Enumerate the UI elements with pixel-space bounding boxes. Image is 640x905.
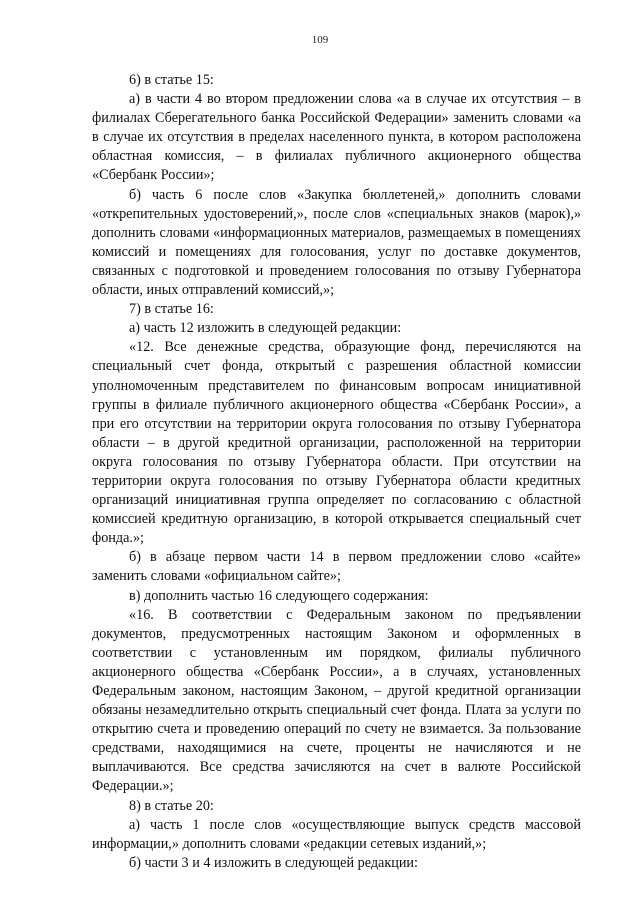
paragraph-15-b: б) часть 6 после слов «Закупка бюллетеней,» дополнить словами «открепительных удостоверений,», после слов «специальных знаков (марок),» дополнить словами «информационных материалов, размещаемых в помещениях комиссий и помещениях для голосования, услуг по доставке документов, связанных с подготовкой и проведением голосования по отзыву Губернатора области, иных отправлений комиссий,»; [92, 186, 581, 299]
paragraph-article-15: 6) в статье 15: [129, 72, 214, 88]
document-body [92, 71, 581, 873]
paragraph-16-v: в) дополнить частью 16 следующего содержания: [129, 587, 429, 604]
paragraph-16-b: б) в абзаце первом части 14 в первом предложении слово «сайте» заменить словами «официальном сайте»; [92, 549, 581, 585]
paragraph-16-a: а) часть 12 изложить в следующей редакции: [129, 320, 402, 337]
page-number: 109 [311, 34, 329, 46]
paragraph-20-a: а) часть 1 после слов «осуществляющие выпуск средств массовой информации,» дополнить словами «редакции сетевых изданий,»; [92, 816, 581, 852]
paragraph-15-a: а) в части 4 во втором предложении слова «а в случае их отсутствия – в филиалах Сберегательного банка Российской Федерации» заменить словами «а в случае их отсутствия в пределах населенного пункта, в котором расположена областная комиссия, – в филиалах публичного акционерного общества «Сбербанк России»; [92, 91, 581, 184]
paragraph-20-b: б) части 3 и 4 изложить в следующей редакции: [129, 854, 418, 871]
paragraph-16-part-12: «12. Все денежные средства, образующие фонд, перечисляются на специальный счет фонда, открытый с разрешения областной комиссии уполномоченным представителем по финансовым вопросам инициативной группы в филиале публичного акционерного общества «Сбербанк России», а при его отсутствии на территории округа голосования по отзыву Губернатора области – в другой кредитной организации, расположенной на территории округа голосования по отзыву Губернатора области. При отсутствии на территории округа голосования по отзыву Губернатора области кредитных организаций инициативная группа определяет по согласованию с областной комиссией кредитную организацию, в которой открывается специальный счет фонда.»; [92, 339, 581, 547]
paragraph-16-part-16: «16. В соответствии с Федеральным законом по предъявлении документов, предусмотренных настоящим Законом и оформленных в соответствии с установленным им порядком, филиалы публичного акционерного общества «Сбербанк России», а в случаях, установленных Федеральным законом, настоящим Законом, – другой кредитной организации обязаны незамедлительно открыть специальный счет фонда. Плата за услуги по открытию счета и проведению операций по счету не взимается. За пользование средствами, находящимися на счете, проценты не начисляются и не выплачиваются. Все средства зачисляются на счет в валюте Российской Федерации.»; [92, 606, 581, 795]
paragraph-article-20: 8) в статье 20: [129, 797, 214, 814]
paragraph-article-16: 7) в статье 16: [129, 301, 214, 318]
